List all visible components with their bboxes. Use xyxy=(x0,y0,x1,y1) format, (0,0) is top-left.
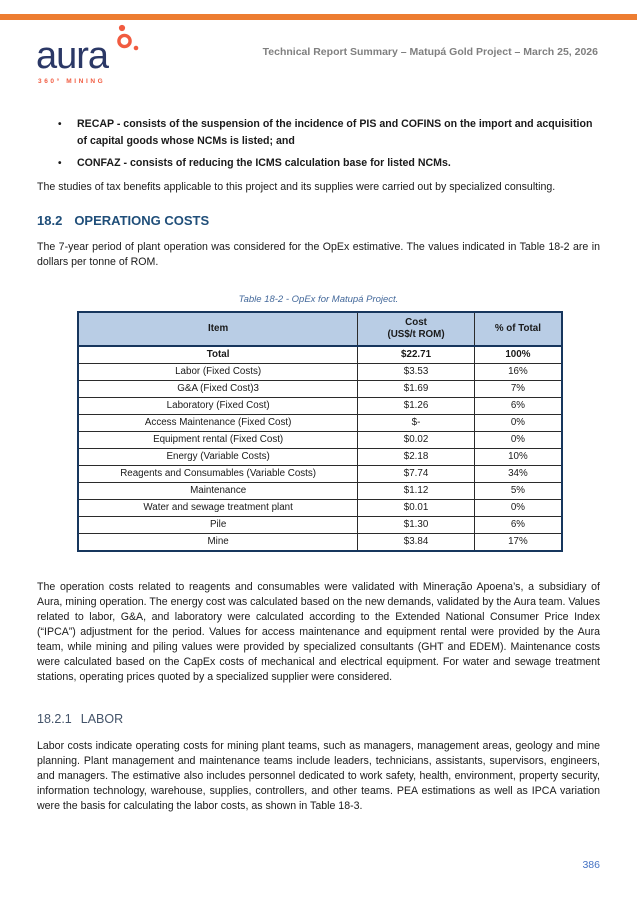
cell-cost: $1.26 xyxy=(358,398,475,415)
opex-table-header xyxy=(78,312,562,346)
cell-cost: $1.12 xyxy=(358,483,475,500)
cell-pct: 5% xyxy=(474,483,562,500)
cell-item: Equipment rental (Fixed Cost) xyxy=(78,432,358,449)
table-row xyxy=(78,398,562,415)
page-number: 386 xyxy=(582,859,600,871)
cell-item: Pile xyxy=(78,517,358,534)
table-row xyxy=(78,364,562,381)
bullet-icon: • xyxy=(58,119,62,130)
table-row xyxy=(78,483,562,500)
table-row xyxy=(78,466,562,483)
cell-pct: 34% xyxy=(474,466,562,483)
cell-pct: 16% xyxy=(474,364,562,381)
table-row xyxy=(78,517,562,534)
section-title: OPERATIONG COSTS xyxy=(74,213,210,228)
section-number: 18.2.1 xyxy=(37,712,72,726)
cell-pct: 0% xyxy=(474,415,562,432)
cell-cost: $0.02 xyxy=(358,432,475,449)
section-heading-operating-costs xyxy=(37,213,600,228)
paragraph-labor: Labor costs indicate operating costs for mining plant teams, such as managers, management areas, geology and mine planning. Plant management and maintenance teams include leaders, technicians, assistants, supervisors, engineers, and managers. The estimative also includes personnel dedicated to work safety, health, environment, property security, information technology, warehouse, supplies, controllers, and other teams. PEA estimations as well as IPCA variation were the basis for calculating the labor costs, as shown in Table 18-3. xyxy=(37,740,600,812)
opex-table-body xyxy=(78,346,562,551)
cell-pct: 6% xyxy=(474,398,562,415)
cell-item: Laboratory (Fixed Cost) xyxy=(78,398,358,415)
table-row xyxy=(78,432,562,449)
list-item xyxy=(37,155,600,172)
cell-cost: $3.84 xyxy=(358,534,475,552)
list-item xyxy=(37,116,600,150)
cell-cost: $0.01 xyxy=(358,500,475,517)
cell-cost: $3.53 xyxy=(358,364,475,381)
report-header-title: Technical Report Summary – Matupá Gold Project – March 25, 2026 xyxy=(262,46,598,58)
paragraph-cost-validation: The operation costs related to reagents and consumables were validated with Mineração Apoena’s, a subsidiary of Aura, mining operation. The energy cost was calculated based on the new demands, validated by the Aura team. Values related to labor, G&A, and laboratory were calculated according to the Extended National Consumer Price Index (“IPCA”) adjustment for the period. Values for access maintenance and equipment rental were provided by the Aura team, while mining and piling values were provided by specialized consultants (GHT and EDEM). Maintenance costs were calculated based on the CapEx costs of mechanical and electrical equipment. For water and sewage treatment stations, operating prices quoted by a specialized supplier were considered. xyxy=(37,581,600,683)
table-caption: Table 18-2 - OpEx for Matupá Project. xyxy=(238,294,399,305)
table-row xyxy=(78,449,562,466)
opex-table xyxy=(77,311,563,552)
bullet-text-recap: RECAP - consists of the suspension of the incidence of PIS and COFINS on the import and acquisition of capital goods whose NCMs is listed; and xyxy=(77,118,593,147)
table-row xyxy=(78,415,562,432)
cell-item: Total xyxy=(78,346,358,364)
column-header-cost: Cost (US$/t ROM) xyxy=(358,312,475,346)
cell-item: Reagents and Consumables (Variable Costs) xyxy=(78,466,358,483)
cell-pct: 10% xyxy=(474,449,562,466)
cell-cost: $1.69 xyxy=(358,381,475,398)
paragraph-tax-benefits: The studies of tax benefits applicable to this project and its supplies were carried out by specialized consulting. xyxy=(37,181,556,193)
bullet-text-confaz: CONFAZ - consists of reducing the ICMS calculation base for listed NCMs. xyxy=(77,157,451,169)
cell-item: Energy (Variable Costs) xyxy=(78,449,358,466)
section-title: LABOR xyxy=(80,712,124,726)
cell-cost: $22.71 xyxy=(358,346,475,364)
table-row xyxy=(78,500,562,517)
bullet-icon: • xyxy=(58,158,62,169)
cell-pct: 17% xyxy=(474,534,562,552)
table-row xyxy=(78,534,562,552)
cell-item: Access Maintenance (Fixed Cost) xyxy=(78,415,358,432)
column-header-item: Item xyxy=(78,312,358,346)
cell-cost: $1.30 xyxy=(358,517,475,534)
cell-pct: 0% xyxy=(474,432,562,449)
aura-logo-tagline: 360° MINING xyxy=(38,78,106,85)
cell-item: Water and sewage treatment plant xyxy=(78,500,358,517)
cell-pct: 7% xyxy=(474,381,562,398)
cell-item: Maintenance xyxy=(78,483,358,500)
cell-item: G&A (Fixed Cost)3 xyxy=(78,381,358,398)
section-heading-labor xyxy=(37,712,600,726)
cell-pct: 100% xyxy=(474,346,562,364)
bullet-list xyxy=(37,116,600,172)
table-row xyxy=(78,381,562,398)
paragraph-opex-intro: The 7-year period of plant operation was considered for the OpEx estimative. The values indicated in Table 18-2 are in dollars per tonne of ROM. xyxy=(37,241,600,268)
cell-cost: $7.74 xyxy=(358,466,475,483)
page-content xyxy=(37,0,600,814)
cell-pct: 0% xyxy=(474,500,562,517)
cell-item: Labor (Fixed Costs) xyxy=(78,364,358,381)
aura-logo-wordmark: aura xyxy=(36,35,109,77)
cell-item: Mine xyxy=(78,534,358,552)
cell-cost: $- xyxy=(358,415,475,432)
table-row xyxy=(78,346,562,364)
cell-cost: $2.18 xyxy=(358,449,475,466)
section-number: 18.2 xyxy=(37,213,63,228)
column-header-pct: % of Total xyxy=(474,312,562,346)
cell-pct: 6% xyxy=(474,517,562,534)
